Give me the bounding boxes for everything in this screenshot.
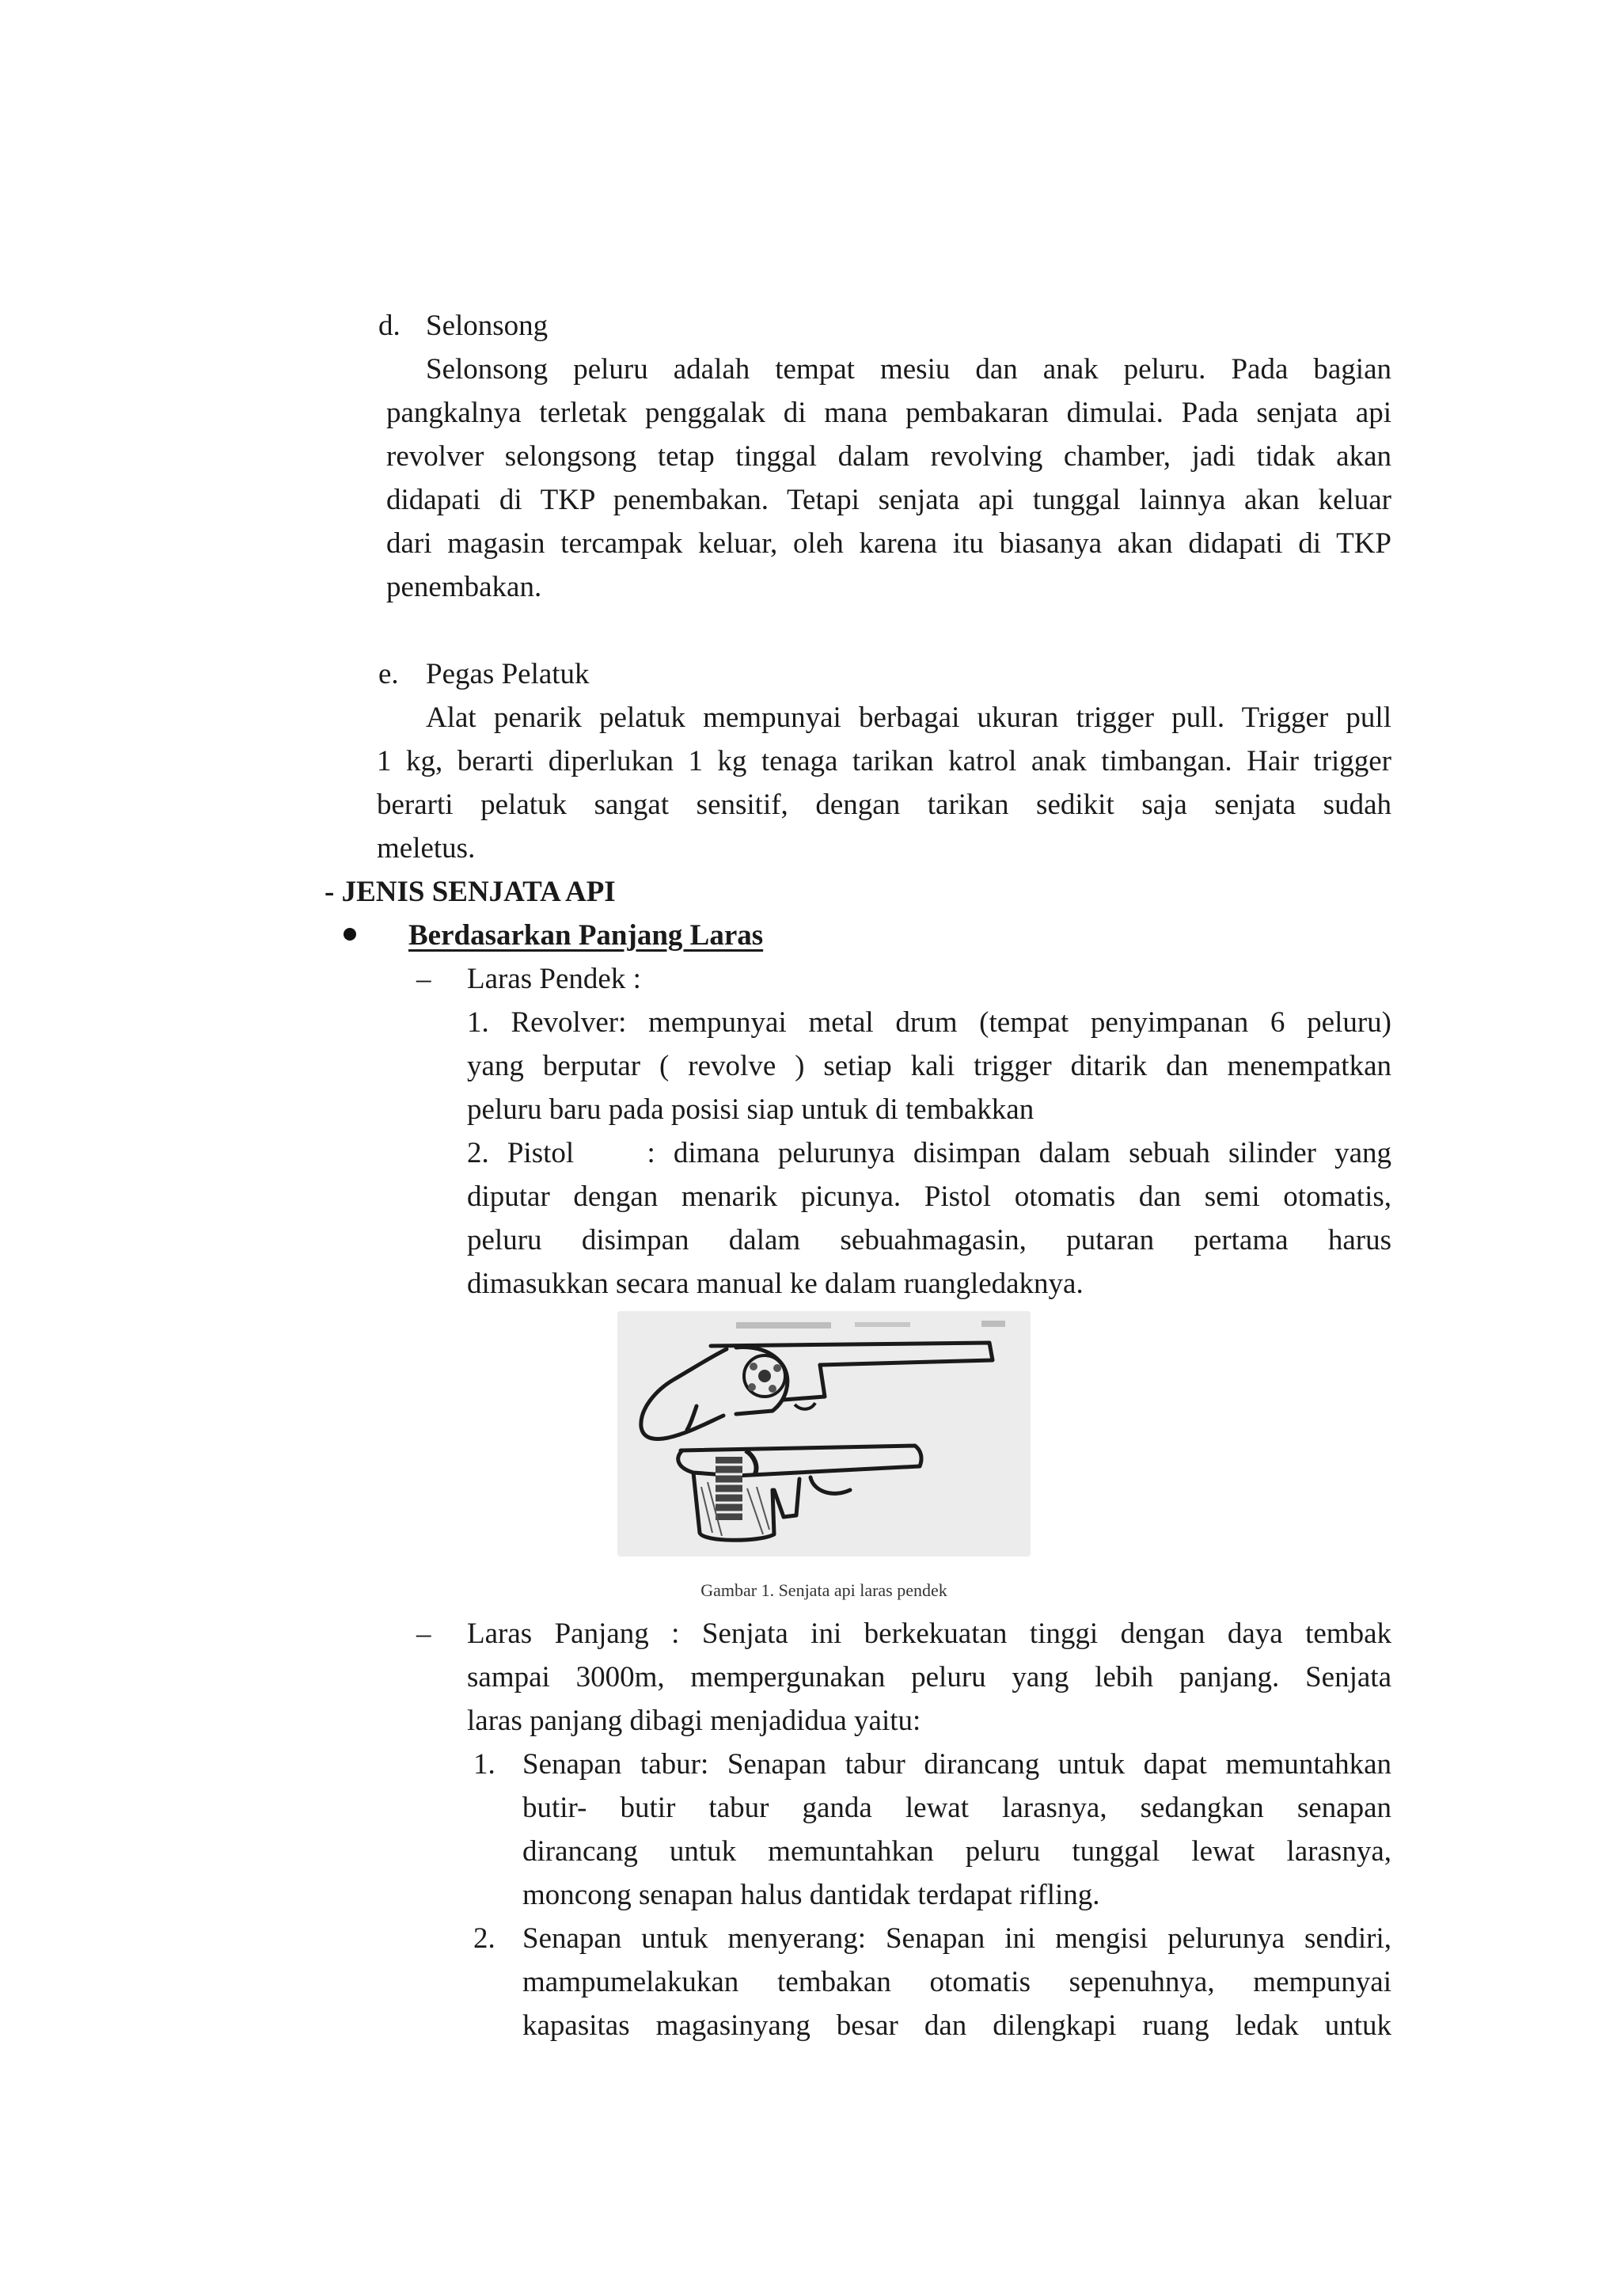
senapan-menyerang-line: kapasitas magasinyang besar dan dilengkapi ruang ledak untuk: [522, 2009, 1391, 2042]
revolver-line: peluru baru pada posisi siap untuk di tembakkan: [467, 1093, 1034, 1126]
section-heading: - JENIS SENJATA API: [325, 876, 616, 908]
bullet-icon: [344, 928, 356, 941]
list-item-marker: 2.: [473, 1922, 495, 1955]
dash-icon: –: [416, 963, 431, 995]
list-item-marker: 1.: [473, 1748, 495, 1781]
section-d-title: Selonsong: [426, 310, 549, 342]
section-e-line: meletus.: [377, 832, 476, 865]
revolver-line: yang berputar ( revolve ) setiap kali trigger ditarik dan menempatkan: [467, 1050, 1391, 1082]
senapan-menyerang-line: Senapan untuk menyerang: Senapan ini mengisi pelurunya sendiri,: [522, 1922, 1391, 1955]
section-d-line: Selonsong peluru adalah tempat mesiu dan anak peluru. Pada bagian: [426, 353, 1391, 386]
pistol-line: peluru disimpan dalam sebuahmagasin, putaran pertama harus: [467, 1224, 1391, 1256]
section-d-line: penembakan.: [386, 571, 542, 603]
laras-panjang-line: Laras Panjang : Senjata ini berkekuatan tinggi dengan daya tembak: [467, 1617, 1391, 1650]
senapan-tabur-line: dirancang untuk memuntahkan peluru tunggal lewat larasnya,: [522, 1835, 1391, 1868]
dash-icon: –: [416, 1617, 431, 1650]
section-d-marker: d.: [378, 310, 401, 342]
pistol-line: dimasukkan secara manual ke dalam ruangledaknya.: [467, 1268, 1084, 1300]
section-e-marker: e.: [378, 658, 399, 690]
section-e-line: Alat penarik pelatuk mempunyai berbagai ukuran trigger pull. Trigger pull: [426, 701, 1391, 734]
section-e-title: Pegas Pelatuk: [426, 658, 590, 690]
laras-pendek-title: Laras Pendek :: [467, 963, 641, 995]
section-d-line: dari magasin tercampak keluar, oleh karena itu biasanya akan didapati di TKP: [386, 527, 1391, 560]
section-d-line: revolver selongsong tetap tinggal dalam revolving chamber, jadi tidak akan: [386, 440, 1391, 473]
laras-panjang-line: sampai 3000m, mempergunakan peluru yang lebih panjang. Senjata: [467, 1661, 1391, 1693]
bullet-heading: Berdasarkan Panjang Laras: [408, 919, 764, 952]
senapan-tabur-line: Senapan tabur: Senapan tabur dirancang untuk dapat memuntahkan: [522, 1748, 1391, 1781]
figure-caption: Gambar 1. Senjata api laras pendek: [700, 1580, 947, 1600]
section-e-line: berarti pelatuk sangat sensitif, dengan tarikan sedikit saja senjata sudah: [377, 789, 1391, 821]
section-e-line: 1 kg, berarti diperlukan 1 kg tenaga tarikan katrol anak timbangan. Hair trigger: [377, 745, 1391, 777]
senapan-menyerang-line: mampumelakukan tembakan otomatis sepenuhnya, mempunyai: [522, 1966, 1391, 1998]
revolver-line: 1. Revolver: mempunyai metal drum (tempat penyimpanan 6 peluru): [467, 1006, 1391, 1039]
laras-panjang-line: laras panjang dibagi menjadidua yaitu:: [467, 1705, 921, 1737]
handgun-illustration-icon: [617, 1311, 1031, 1557]
section-d-line: pangkalnya terletak penggalak di mana pembakaran dimulai. Pada senjata api: [386, 397, 1391, 429]
pistol-line: diputar dengan menarik picunya. Pistol otomatis dan semi otomatis,: [467, 1180, 1391, 1213]
senapan-tabur-line: butir- butir tabur ganda lewat larasnya, sedangkan senapan: [522, 1792, 1391, 1824]
senapan-tabur-line: moncong senapan halus dantidak terdapat rifling.: [522, 1879, 1100, 1911]
section-d-line: didapati di TKP penembakan. Tetapi senjata api tunggal lainnya akan keluar: [386, 484, 1391, 516]
pistol-line: 2. Pistol : dimana pelurunya disimpan dalam sebuah silinder yang: [467, 1137, 1391, 1169]
